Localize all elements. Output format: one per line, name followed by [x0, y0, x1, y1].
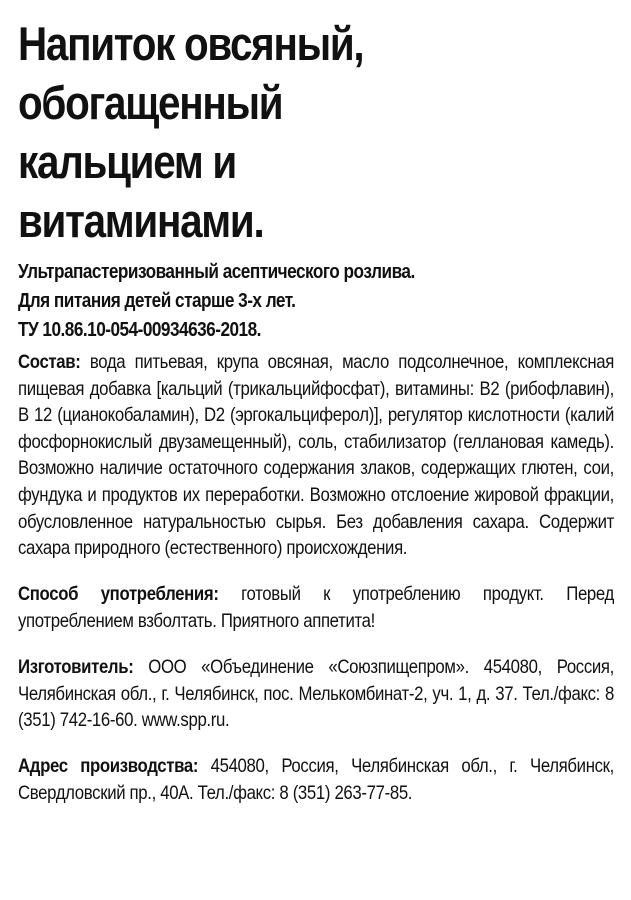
title-line: кальцием и [18, 135, 236, 188]
production-address-section [18, 753, 614, 806]
manufacturer-heading: Изготовитель: [18, 655, 134, 678]
usage-heading: Способ употребления: [18, 583, 219, 606]
product-label [18, 14, 614, 826]
technical-spec: ТУ 10.86.10-054-00934636-2018. [18, 319, 261, 341]
title-line: витаминами. [18, 194, 264, 247]
manufacturer-section [18, 654, 614, 734]
production-address-text: 454080, Россия, Челябинская обл., г. Челябинск, Свердловский пр., 40А. Тел./факс: 8 (351) 263-77-85. [18, 755, 614, 804]
title-line: Напиток овсяный, [18, 17, 364, 70]
composition-text: вода питьевая, крупа овсяная, масло подсолнечное, комплексная пищевая добавка [кальций (трикальцийфосфат), витамины: В2 (рибофлавин), В 12 (цианокобаламин), D2 (эргокальциферол)], регулятор кислотности (калий фосфорнокислый двузамещенный), соль, стабилизатор (геллановая камедь). Возможно наличие остаточного содержания злаков, содержащих глютен, сои, фундука и продуктов их переработки. Возможно отслоение жировой фракции, обусловленное натуральностью сырья. Без добавления сахара. Содержит сахара природного (естественного) происхождения. [18, 351, 614, 560]
age-recommendation: Для питания детей старше 3-х лет. [18, 290, 296, 312]
processing-info: Ультрапастеризованный асептического розлива. [18, 261, 415, 283]
composition-section [18, 349, 614, 562]
title-line: обогащенный [18, 76, 283, 129]
product-meta [18, 258, 614, 345]
product-title [18, 14, 611, 250]
production-address-heading: Адрес производства: [18, 755, 199, 778]
usage-text: готовый к употреблению продукт. Перед употреблением взболтать. Приятного аппетита! [18, 583, 614, 632]
usage-section [18, 581, 614, 634]
manufacturer-text: ООО «Объединение «Союзпищепром». 454080, Россия, Челябинская обл., г. Челябинск, пос. Мелькомбинат-2, уч. 1, д. 37. Тел./факс: 8 (351) 742-16-60. www.spp.ru. [18, 655, 614, 732]
composition-heading: Состав: [18, 351, 81, 373]
